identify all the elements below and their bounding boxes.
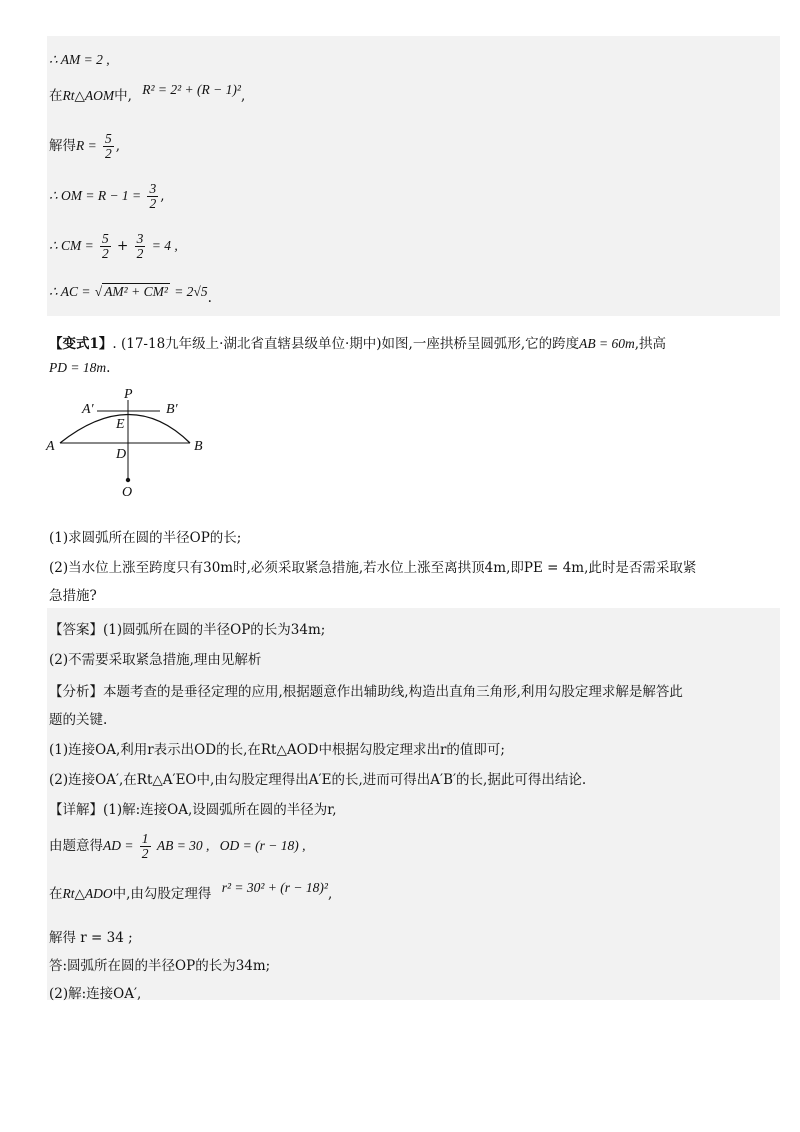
label-o: O [122, 485, 133, 498]
detail-6: (2)解:连接OA′, [49, 986, 142, 1002]
step-am: ∴ AM = 2 , [49, 52, 110, 67]
solution-block-top [47, 36, 780, 316]
label-p: P [124, 388, 133, 402]
detail-4: 解得 r = 34 ; [49, 930, 133, 946]
variant-intro: 【变式1】. (17-18九年级上·湖北省直辖县级单位·期中)如图,一座拱桥呈圆弧形,它的跨度AB = 60m,拱高 [49, 336, 667, 352]
analysis-2: 题的关键. [49, 712, 108, 728]
label-d: D [116, 447, 127, 462]
detail-3: 在Rt△ADO中,由勾股定理得 r² = 30² + (r − 18)², [49, 880, 333, 902]
step-solve-r: 解得R = $\frac{5}{2}$ , [49, 131, 121, 161]
step-om: ∴ OM = R − 1 = $\frac{3}{2}$ , [49, 181, 165, 211]
variant-height: PD = 18m. [49, 360, 111, 376]
answer-1: 【答案】(1)圆弧所在圆的半径OP的长为34m; [49, 622, 326, 638]
arc-ab [60, 415, 190, 444]
question-2-line2: 急措施? [49, 588, 97, 604]
step-pythagoras-aom: 在Rt△AOM中, R² = 2² + (R − 1)², [49, 82, 246, 104]
analysis-3: (1)连接OA,利用r表示出OD的长,在Rt△AOD中根据勾股定理求出r的值即可; [49, 742, 505, 758]
detail-5: 答:圆弧所在圆的半径OP的长为34m; [49, 958, 271, 974]
answer-2: (2)不需要采取紧急措施,理由见解析 [49, 652, 262, 668]
question-1: (1)求圆弧所在圆的半径OP的长; [49, 530, 242, 546]
point-o [126, 478, 130, 482]
label-b: B [194, 439, 203, 454]
analysis-4: (2)连接OA′,在Rt△A′EO中,由勾股定理得出A′E的长,进而可得出A′B′的长,据此可得出结论. [49, 772, 587, 788]
analysis-1: 【分析】本题考查的是垂径定理的应用,根据题意作出辅助线,构造出直角三角形,利用勾股定理求解是解答此 [49, 684, 683, 700]
detail-2: 由题意得AD = $\frac{1}{2}$ AB = 30 , OD = (r − 18) , [49, 831, 306, 861]
step-cm: ∴ CM = $\frac{5}{2}$ + $\frac{3}{2}$ = 4 , [49, 231, 178, 261]
label-b1: B′ [166, 402, 178, 417]
label-a1: A′ [82, 402, 94, 417]
step-ac: ∴ AC = √ AM² + CM² = 2√5. [49, 284, 212, 306]
label-a: A [46, 439, 55, 454]
label-e: E [116, 417, 125, 432]
detail-1: 【详解】(1)解:连接OA,设圆弧所在圆的半径为r, [49, 802, 337, 818]
arch-bridge-diagram [42, 388, 262, 498]
question-2-line1: (2)当水位上涨至跨度只有30m时,必须采取紧急措施,若水位上涨至离拱顶4m,即PE = 4m,此时是否需采取紧 [49, 560, 697, 576]
